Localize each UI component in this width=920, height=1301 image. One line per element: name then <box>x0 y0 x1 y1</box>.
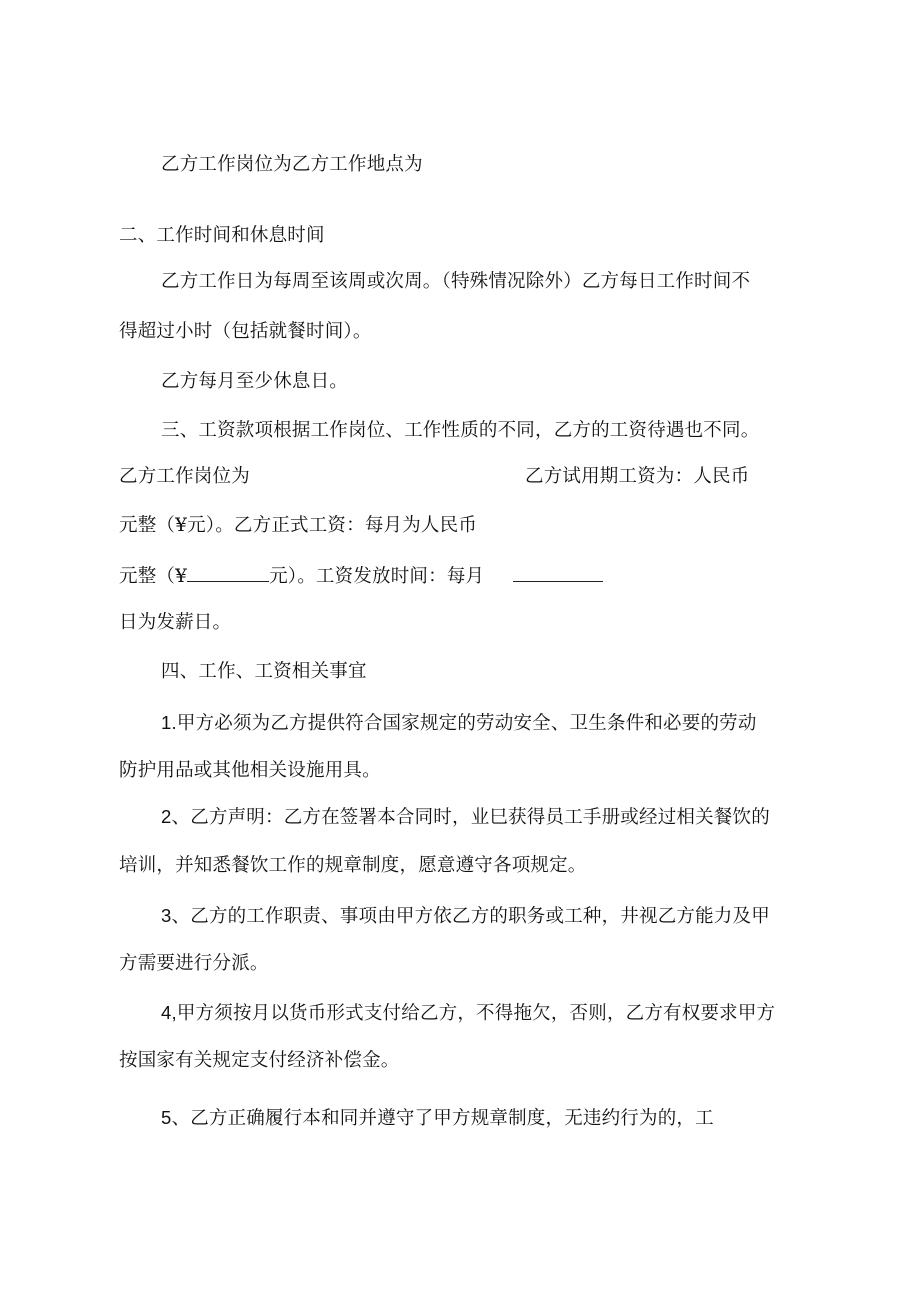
section-heading-4: 四、工作、工资相关事宜 <box>161 661 367 682</box>
probation-salary-label: 乙方试用期工资为：人民币 <box>525 466 750 487</box>
pay-time-label: 元）。工资发放时间：每月 <box>269 566 485 587</box>
item-1-number: 1. <box>161 712 177 733</box>
item-3-text: 、乙方的工作职责、事项由甲方依乙方的职务或工种，井视乙方能力及甲 <box>171 906 770 927</box>
salary-position-label: 乙方工作岗位为 <box>119 466 250 487</box>
section-heading-3: 三、工资款项根据工作岗位、工作性质的不同，乙方的工资待遇也不同。 <box>161 420 760 441</box>
paragraph-position-location: 乙方工作岗位为乙方工作地点为 <box>161 154 423 175</box>
item-1-line1 <box>161 711 757 736</box>
item-4-text: 甲方须按月以货币形式支付给乙方，不得拖欠，否则，乙方有权要求甲方 <box>176 1003 776 1024</box>
amount-blank <box>187 563 269 582</box>
pay-day-line <box>513 563 603 589</box>
formal-salary-line: 元整（¥元）。乙方正式工资：每月为人民币 <box>119 515 478 536</box>
payday-line: 日为发薪日。 <box>119 612 232 633</box>
paragraph-work-days-line1: 乙方工作日为每周至该周或次周。（特殊情况除外）乙方每日工作时间不 <box>161 271 751 292</box>
salary-amount-prefix: 元整（¥ <box>119 566 188 587</box>
item-4-line1 <box>161 1001 775 1026</box>
item-4-number: 4, <box>161 1002 177 1023</box>
item-1-text: 甲方必须为乙方提供符合国家规定的劳动安全、卫生条件和必要的劳动 <box>176 713 757 734</box>
pay-day-blank <box>513 563 603 582</box>
section-heading-2: 二、工作时间和休息时间 <box>119 225 325 246</box>
item-2-line1 <box>161 805 770 830</box>
paragraph-work-days-line2: 得超过小时（包括就餐时间）。 <box>119 321 372 342</box>
item-2-text: 、乙方声明：乙方在签署本合同时，业巳获得员工手册或经过相关餐饮的 <box>171 807 770 828</box>
item-3-line2: 方需要进行分派。 <box>119 953 269 974</box>
item-1-line2: 防护用品或其他相关设施用具。 <box>119 760 381 781</box>
item-2-line2: 培训，并知悉餐饮工作的规章制度，愿意遵守各项规定。 <box>119 855 587 876</box>
salary-amount-line <box>119 563 484 589</box>
item-5-line1 <box>161 1106 714 1131</box>
item-3-number: 3 <box>161 905 172 926</box>
paragraph-rest-days: 乙方每月至少休息日。 <box>161 371 349 392</box>
item-5-text: 、乙方正确履行本和同并遵守了甲方规章制度，无违约行为的，工 <box>171 1108 714 1129</box>
item-4-line2: 按国家有关规定支付经济补偿金。 <box>119 1050 400 1071</box>
item-2-number: 2 <box>161 806 172 827</box>
item-3-line1 <box>161 904 770 929</box>
item-5-number: 5 <box>161 1107 172 1128</box>
